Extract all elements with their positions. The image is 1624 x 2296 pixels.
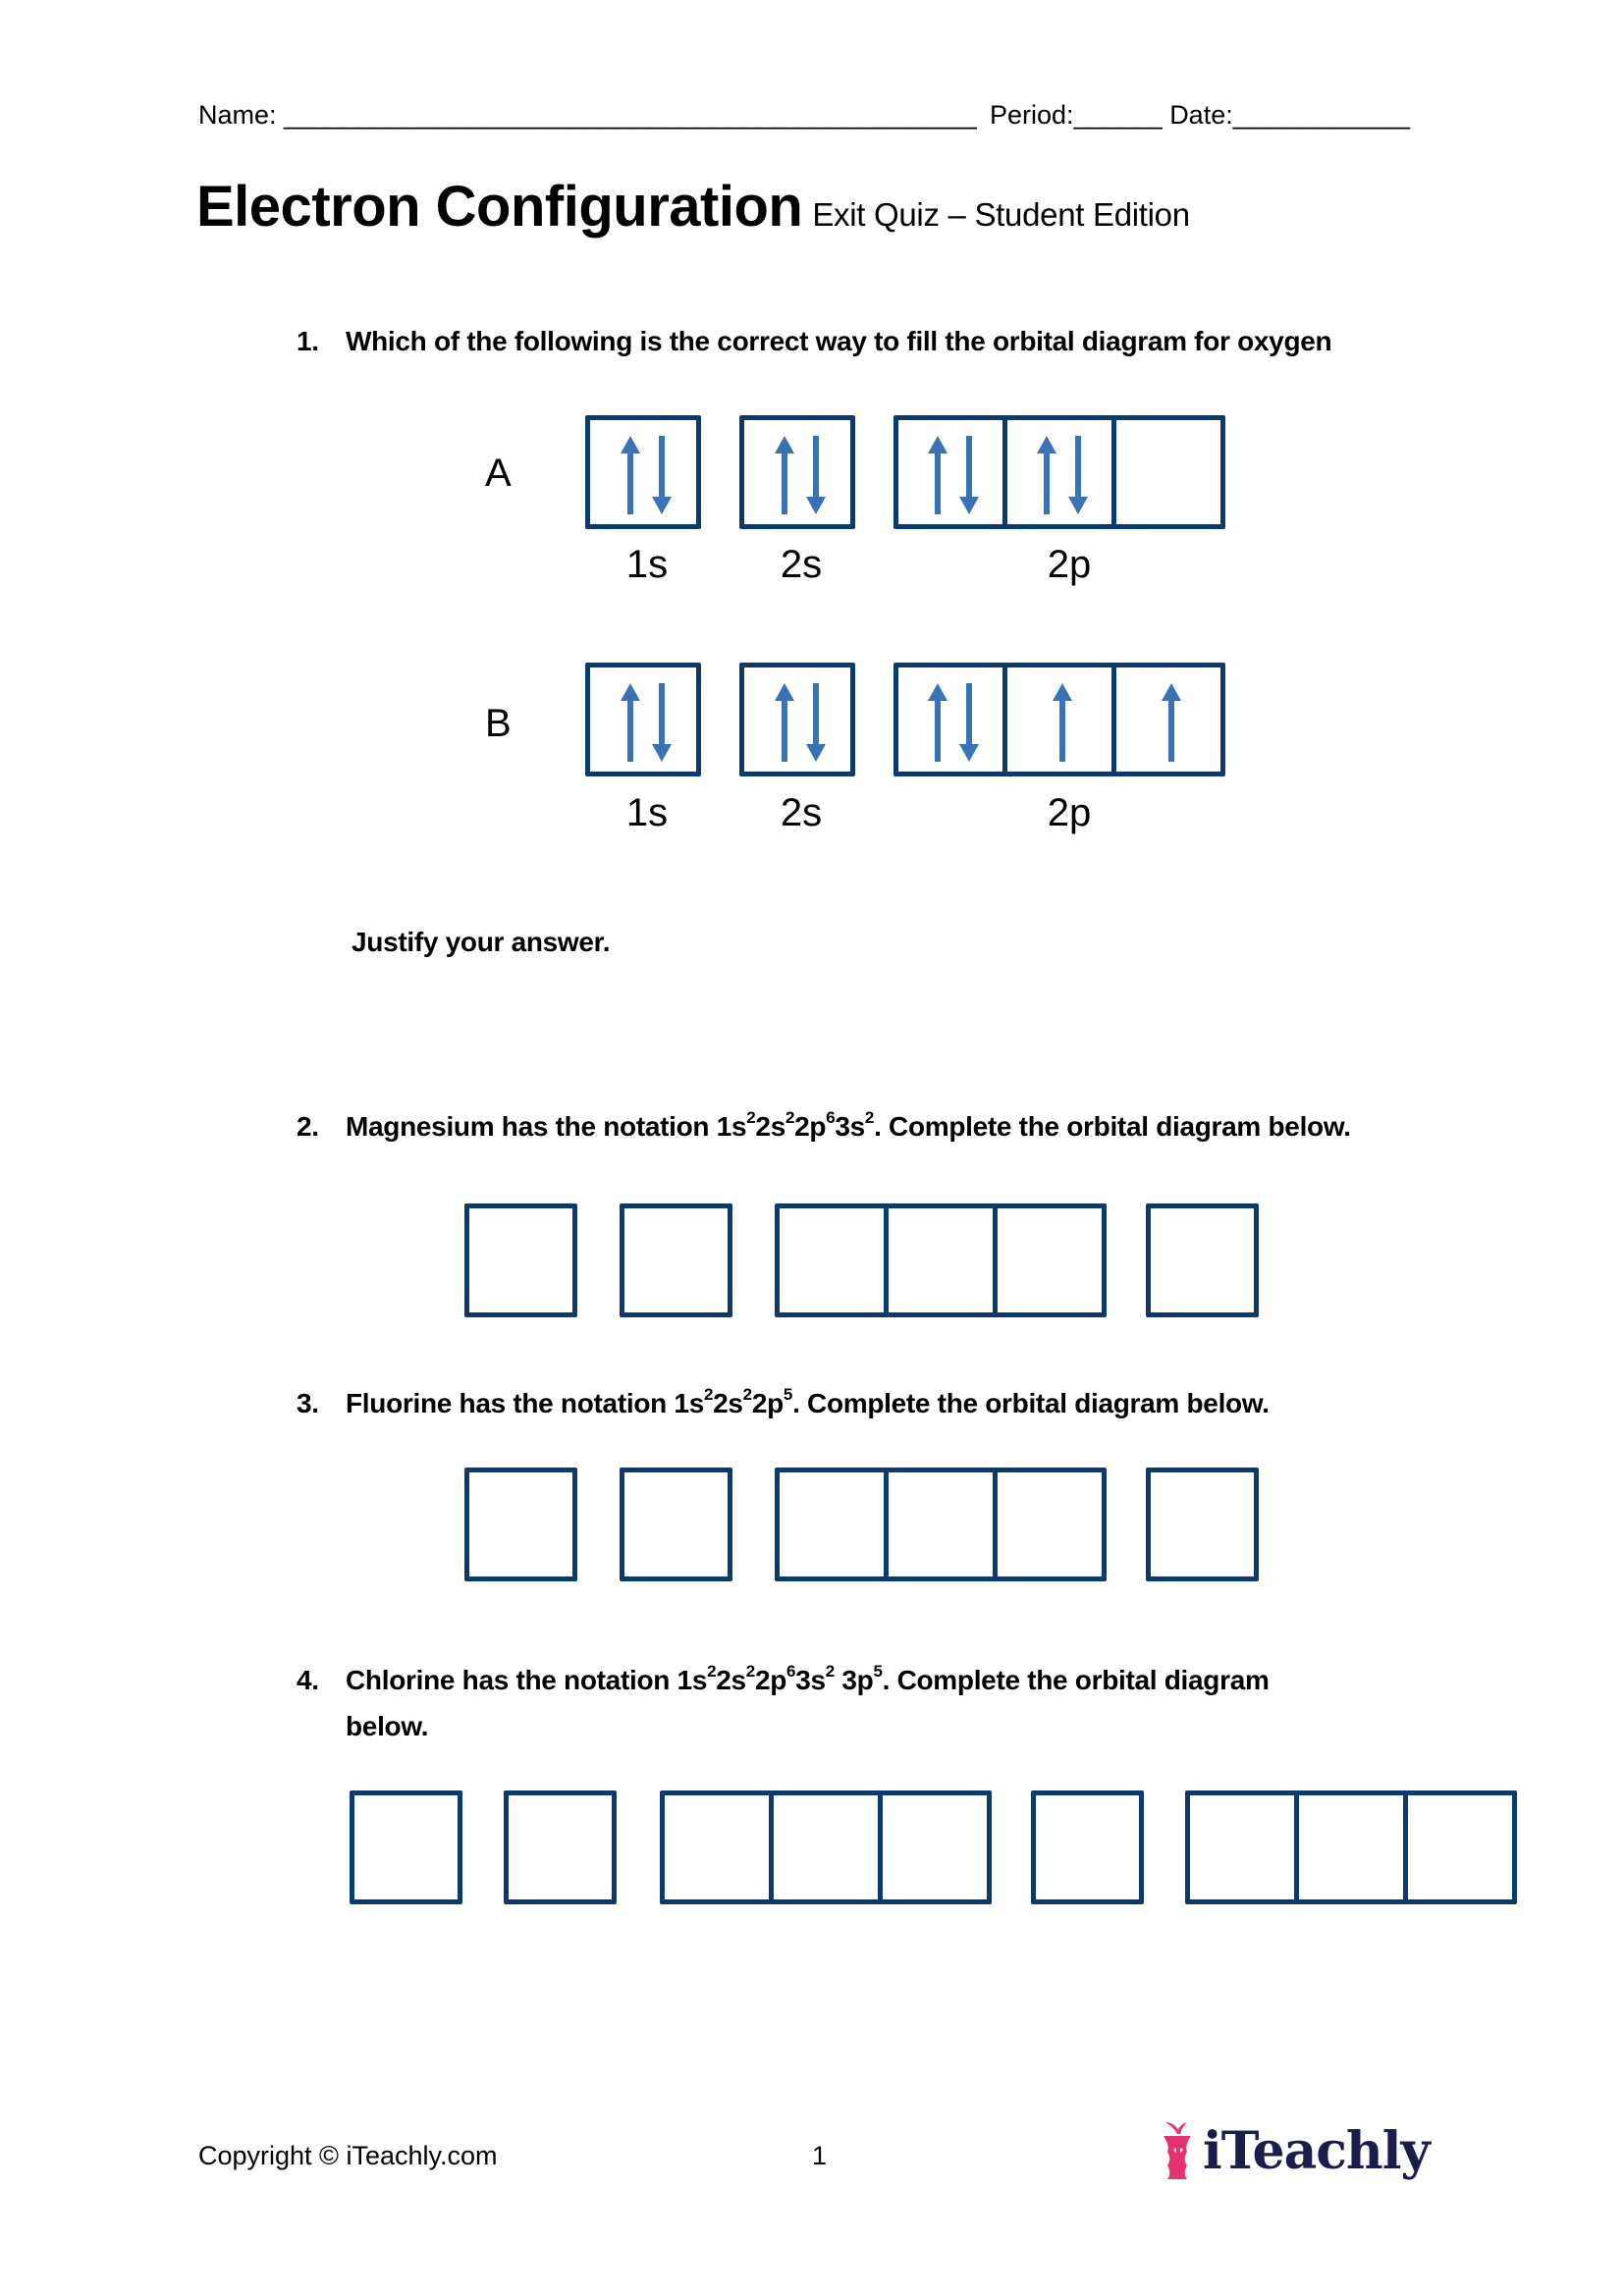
electron-notation — [674, 1385, 793, 1418]
notation-exponent: 6 — [826, 1108, 836, 1127]
spin-up-arrow-icon — [775, 683, 794, 767]
justify-answer-area[interactable] — [352, 972, 1432, 1080]
notation-exponent: 2 — [825, 1662, 835, 1681]
name-label: Name: — [198, 100, 277, 130]
orbital-box-group[interactable] — [893, 415, 1225, 529]
question-text-post: . Complete the orbital diagram below. — [792, 1388, 1270, 1418]
spin-up-arrow-icon — [775, 436, 794, 519]
orbital-box-group[interactable] — [464, 1468, 577, 1581]
copyright: Copyright © iTeachly.com — [198, 2141, 498, 2170]
notation-term: 1s — [674, 1388, 704, 1418]
orbital-divider — [769, 1795, 774, 1899]
orbital-box-group[interactable] — [585, 415, 701, 529]
notation-exponent: 2 — [707, 1662, 717, 1681]
orbital-divider — [884, 1208, 889, 1312]
notation-term: 2p — [751, 1388, 784, 1418]
orbital-label-2p: 2p — [1047, 791, 1092, 834]
notation-exponent: 2 — [742, 1385, 752, 1404]
date-blank[interactable]: ____________ — [1232, 100, 1410, 130]
orbital-divider — [1111, 420, 1116, 524]
notation-term: 2s — [716, 1665, 746, 1695]
orbital-box-group[interactable] — [620, 1468, 732, 1581]
logo-text: iTeachly — [1203, 2121, 1430, 2181]
orbital-box-group[interactable] — [504, 1790, 617, 1904]
spin-down-arrow-icon — [652, 683, 672, 767]
orbital-divider — [1002, 420, 1007, 524]
orbital-divider — [1002, 667, 1007, 772]
orbital-box-group[interactable] — [775, 1203, 1107, 1317]
period-date-line — [990, 102, 1410, 129]
spin-down-arrow-icon — [806, 436, 826, 519]
page-number: 1 — [812, 2141, 828, 2170]
name-blank[interactable]: _______________________________________________ — [284, 100, 977, 130]
question-1 — [297, 328, 1331, 355]
question-number: 2. — [297, 1111, 319, 1142]
question-3 — [297, 1385, 1270, 1418]
orbital-box-group[interactable] — [893, 663, 1225, 776]
orbital-divider — [878, 1795, 883, 1899]
notation-term: 2s — [713, 1388, 743, 1418]
question-number: 3. — [297, 1388, 319, 1418]
orbital-divider — [993, 1472, 998, 1576]
orbital-box-group[interactable] — [1031, 1790, 1144, 1904]
orbital-divider — [1294, 1795, 1299, 1899]
notation-exponent: 2 — [745, 1662, 755, 1681]
spin-up-arrow-icon — [1037, 436, 1056, 519]
question-2 — [297, 1108, 1351, 1142]
notation-exponent: 2 — [746, 1108, 756, 1127]
orbital-label-2s: 2s — [780, 543, 823, 586]
orbital-label-1s: 1s — [625, 543, 669, 586]
spin-up-arrow-icon — [928, 436, 947, 519]
title-main: Electron Configuration — [196, 175, 803, 239]
spin-up-arrow-icon — [621, 436, 640, 519]
justify-prompt: Justify your answer. — [352, 927, 611, 957]
orbital-label-2s: 2s — [780, 791, 823, 834]
orbital-divider — [993, 1208, 998, 1312]
question-4-line2: below. — [346, 1711, 429, 1741]
question-text-pre: Fluorine has the notation — [346, 1388, 675, 1418]
notation-exponent: 6 — [786, 1662, 796, 1681]
notation-exponent: 5 — [873, 1662, 883, 1681]
question-text-post: . Complete the orbital diagram below. — [874, 1111, 1351, 1142]
spin-up-arrow-icon — [1053, 683, 1072, 767]
period-label: Period: — [990, 100, 1074, 130]
orbital-box-group[interactable] — [739, 663, 855, 776]
spin-down-arrow-icon — [806, 683, 826, 767]
notation-exponent: 2 — [864, 1108, 875, 1127]
date-label: Date: — [1169, 100, 1233, 130]
orbital-divider — [1403, 1795, 1408, 1899]
period-blank[interactable]: ______ — [1073, 100, 1163, 130]
question-4 — [297, 1662, 1270, 1695]
spin-down-arrow-icon — [959, 436, 979, 519]
spin-up-arrow-icon — [928, 683, 947, 767]
option-label-a: A — [485, 452, 512, 495]
electron-notation — [716, 1108, 875, 1142]
notation-term: 3s — [835, 1111, 865, 1142]
orbital-divider — [884, 1472, 889, 1576]
notation-term: 2s — [755, 1111, 785, 1142]
notation-term: 2p — [794, 1111, 827, 1142]
orbital-box-group[interactable] — [1146, 1203, 1259, 1317]
notation-exponent: 2 — [703, 1385, 714, 1404]
orbital-box-group[interactable] — [775, 1468, 1107, 1581]
orbital-label-1s: 1s — [625, 791, 669, 834]
orbital-box-group[interactable] — [620, 1203, 732, 1317]
electron-notation — [677, 1662, 883, 1695]
notation-term: 2p — [754, 1665, 787, 1695]
orbital-box-group[interactable] — [464, 1203, 577, 1317]
question-text: Which of the following is the correct way to fill the orbital diagram for oxygen — [346, 326, 1332, 356]
orbital-box-group[interactable] — [739, 415, 855, 529]
question-text-pre: Chlorine has the notation — [346, 1665, 677, 1695]
title-sub: Exit Quiz – Student Edition — [812, 196, 1190, 233]
orbital-box-group[interactable] — [585, 663, 701, 776]
question-text-post: . Complete the orbital diagram — [882, 1665, 1270, 1695]
orbital-label-2p: 2p — [1047, 543, 1092, 586]
notation-term: 1s — [716, 1111, 747, 1142]
question-number: 4. — [297, 1665, 319, 1695]
spin-down-arrow-icon — [1068, 436, 1088, 519]
spin-down-arrow-icon — [959, 683, 979, 767]
notation-term: 3p — [834, 1665, 874, 1695]
notation-exponent: 5 — [783, 1385, 793, 1404]
notation-term: 1s — [677, 1665, 708, 1695]
notation-term: 3s — [795, 1665, 826, 1695]
orbital-box-group[interactable] — [660, 1790, 992, 1904]
notation-exponent: 2 — [785, 1108, 795, 1127]
name-line — [198, 102, 977, 129]
question-text-pre: Magnesium has the notation — [346, 1111, 717, 1142]
page-title — [196, 175, 1190, 239]
option-label-b: B — [485, 702, 512, 745]
orbital-box-group[interactable] — [1146, 1468, 1259, 1581]
spin-down-arrow-icon — [652, 436, 672, 519]
apple-core-icon — [1162, 2120, 1197, 2183]
spin-up-arrow-icon — [621, 683, 640, 767]
question-number: 1. — [297, 326, 319, 356]
orbital-box-group[interactable] — [350, 1790, 462, 1904]
spin-up-arrow-icon — [1162, 683, 1181, 767]
orbital-box-group[interactable] — [1185, 1790, 1517, 1904]
orbital-divider — [1111, 667, 1116, 772]
